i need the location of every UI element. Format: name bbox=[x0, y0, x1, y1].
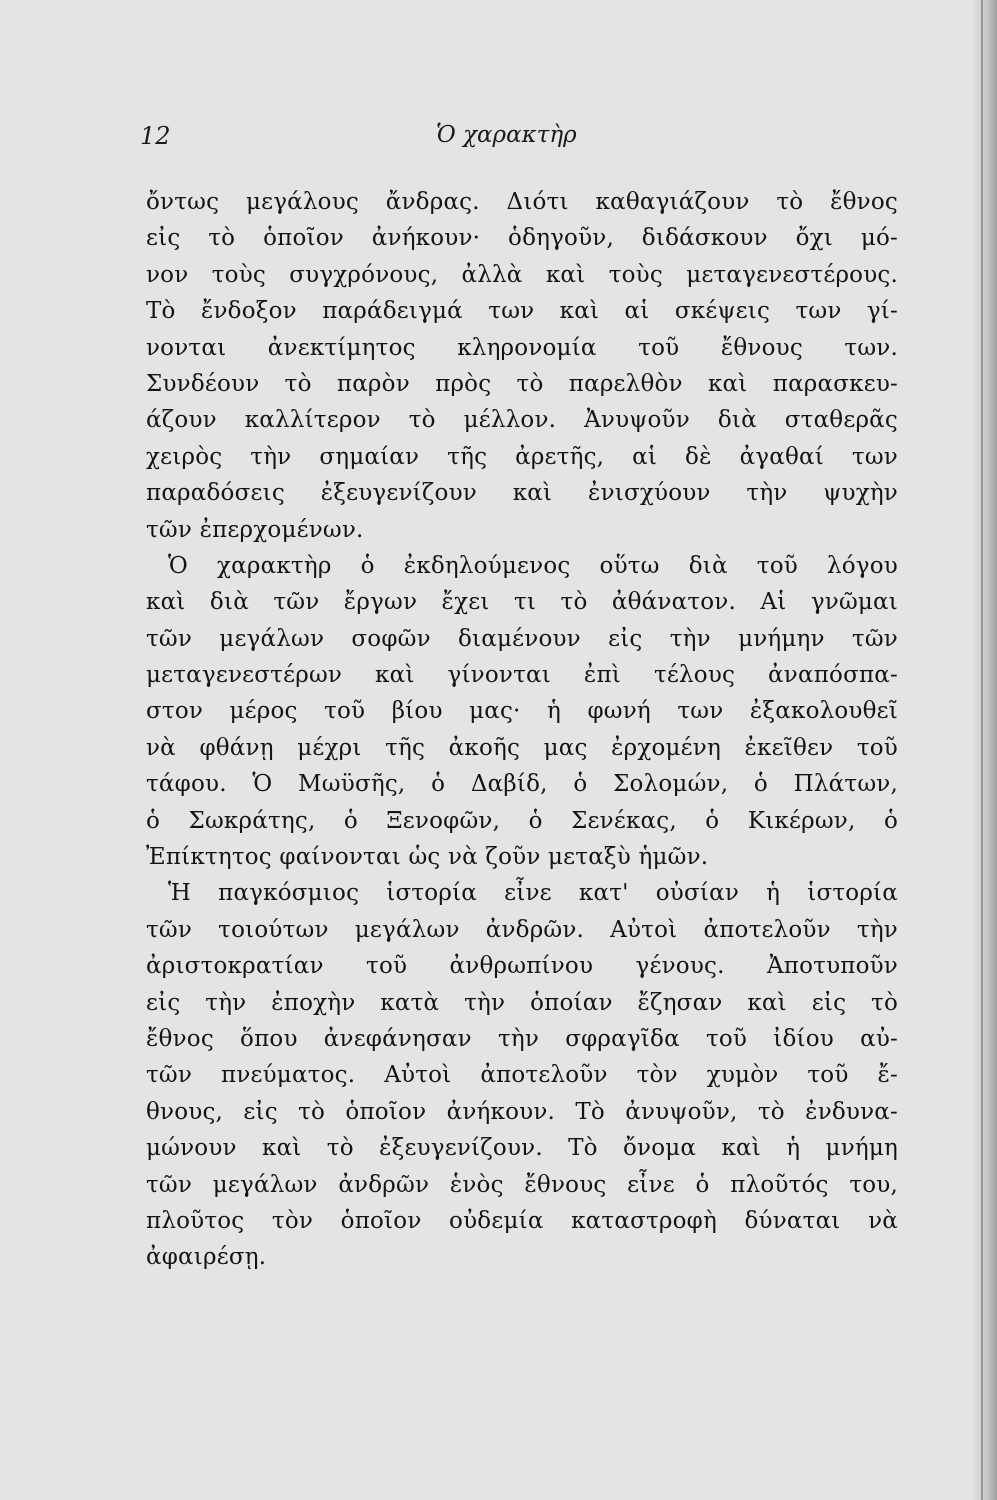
text-line: ὄντως μεγάλους ἄνδρας. Διότι καθαγιάζουν τὸ ἔθνος bbox=[146, 189, 898, 215]
text-line: πλοῦτος τὸν ὁποῖον οὐδεμία καταστροφὴ δύναται νὰ bbox=[146, 1207, 898, 1234]
text-line: θνους, εἰς τὸ ὁποῖον ἀνήκουν. Τὸ ἀνυψοῦν, τὸ ἐνδυνα- bbox=[146, 1098, 898, 1125]
text-line: τῶν μεγάλων σοφῶν διαμένουν εἰς τὴν μνήμην τῶν bbox=[146, 625, 898, 652]
text-line: νονται ἀνεκτίμητος κληρονομία τοῦ ἔθνους των. bbox=[146, 334, 898, 361]
text-line: νον τοὺς συγχρόνους, ἀλλὰ καὶ τοὺς μεταγενεστέρους. bbox=[146, 261, 898, 288]
text-line: ὁ Σωκράτης, ὁ Ξενοφῶν, ὁ Σενέκας, ὁ Κικέρων, ὁ bbox=[146, 807, 898, 834]
text-line: ἀφαιρέσῃ. bbox=[146, 1244, 267, 1271]
text-line: μώνουν καὶ τὸ ἐξευγενίζουν. Τὸ ὄνομα καὶ ἡ μνήμη bbox=[146, 1135, 898, 1162]
text-line: καὶ διὰ τῶν ἔργων ἔχει τι τὸ ἀθάνατον. Αἱ γνῶμαι bbox=[146, 589, 898, 616]
page-number: 12 bbox=[140, 122, 171, 150]
page-header bbox=[140, 122, 900, 162]
text-line: άζουν καλλίτερον τὸ μέλλον. Ἀνυψοῦν διὰ σταθερᾶς bbox=[146, 407, 898, 434]
text-line: ἔθνος ὅπου ἀνεφάνησαν τὴν σφραγῖδα τοῦ ἰδίου αὐ- bbox=[146, 1025, 898, 1052]
text-line: Συνδέουν τὸ παρὸν πρὸς τὸ παρελθὸν καὶ παρασκευ- bbox=[146, 370, 898, 397]
body-text bbox=[146, 184, 898, 1276]
text-line: νὰ φθάνῃ μέχρι τῆς ἀκοῆς μας ἐρχομένη ἐκεῖθεν τοῦ bbox=[146, 734, 898, 761]
text-line: χειρὸς τὴν σημαίαν τῆς ἀρετῆς, αἱ δὲ ἀγαθαί των bbox=[146, 443, 898, 470]
text-line: Ὁ χαρακτὴρ ὁ ἐκδηλούμενος οὕτω διὰ τοῦ λόγου bbox=[168, 552, 898, 579]
text-line: στον μέρος τοῦ βίου μας· ἡ φωνή των ἐξακολουθεῖ bbox=[146, 698, 898, 725]
text-line: εἰς τὸ ὁποῖον ἀνήκουν· ὁδηγοῦν, διδάσκουν ὄχι μό- bbox=[146, 225, 898, 252]
text-line: τῶν πνεύματος. Αὐτοὶ ἀποτελοῦν τὸν χυμὸν τοῦ ἔ- bbox=[146, 1062, 898, 1089]
text-line: Ἡ παγκόσμιος ἱστορία εἶνε κατ' οὐσίαν ἡ ἱστορία bbox=[168, 880, 898, 907]
page-edge-line bbox=[981, 0, 983, 1500]
text-line: τῶν ἐπερχομένων. bbox=[146, 516, 364, 543]
text-line: ἀριστοκρατίαν τοῦ ἀνθρωπίνου γένους. Ἀποτυποῦν bbox=[146, 953, 898, 980]
text-line: μεταγενεστέρων καὶ γίνονται ἐπὶ τέλους ἀναπόσπα- bbox=[146, 662, 898, 689]
text-line: Ἐπίκτητος φαίνονται ὡς νὰ ζοῦν μεταξὺ ἡμῶν. bbox=[146, 844, 709, 871]
text-line: παραδόσεις ἐξευγενίζουν καὶ ἐνισχύουν τὴν ψυχὴν bbox=[146, 480, 898, 507]
text-line: τῶν τοιούτων μεγάλων ἀνδρῶν. Αὐτοὶ ἀποτελοῦν τὴν bbox=[146, 916, 898, 943]
text-line: εἰς τὴν ἐποχὴν κατὰ τὴν ὁποίαν ἔζησαν καὶ εἰς τὸ bbox=[146, 989, 898, 1016]
text-line: Τὸ ἔνδοξον παράδειγμά των καὶ αἱ σκέψεις των γί- bbox=[146, 298, 898, 325]
text-line: τῶν μεγάλων ἀνδρῶν ἑνὸς ἔθνους εἶνε ὁ πλοῦτός του, bbox=[146, 1171, 898, 1198]
page-edge-shadow bbox=[971, 0, 997, 1500]
text-line: τάφου. Ὁ Μωϋσῆς, ὁ Δαβίδ, ὁ Σολομών, ὁ Πλάτων, bbox=[146, 771, 898, 798]
running-title: Ὁ χαρακτὴρ bbox=[436, 122, 577, 148]
